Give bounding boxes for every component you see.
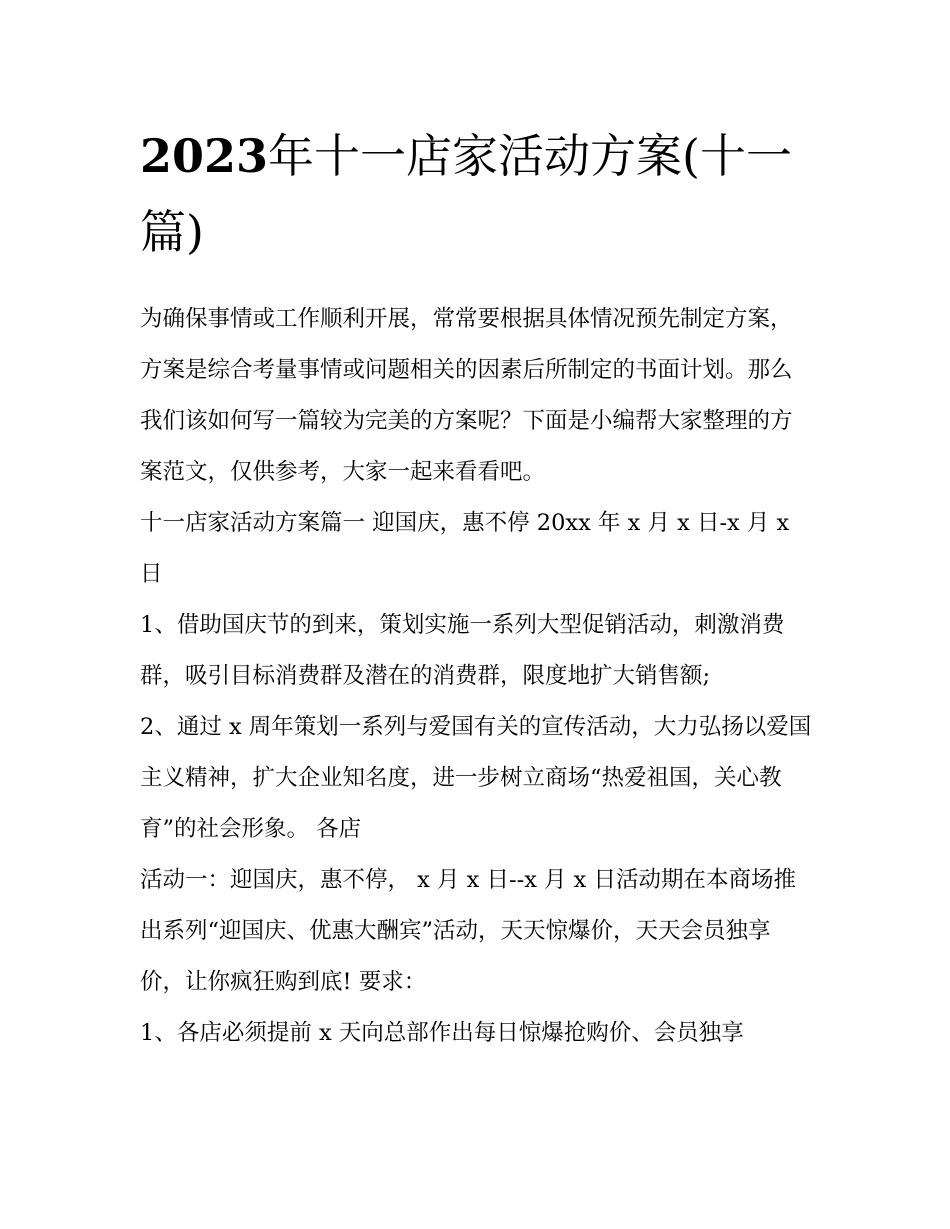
- section-heading-paragraph: 十一店家活动方案篇一 迎国庆，惠不停 20xx 年 x 月 x 日-x 月 x 日: [140, 510, 790, 587]
- document-body: [140, 118, 812, 1059]
- intro-paragraph: 为确保事情或工作顺利开展，常常要根据具体情况预先制定方案，方案是综合考量事情或问题相关的因素后所制定的书面计划。那么我们该如何写一篇较为完美的方案呢？下面是小编帮大家整理的方案范文，仅供参考，大家一起来看看吧。: [140, 306, 793, 485]
- goal-one-paragraph: 1、借助国庆节的到来，策划实施一系列大型促销活动，刺激消费群，吸引目标消费群及潜在的消费群，限度地扩大销售额;: [140, 612, 785, 689]
- goal-two-paragraph: 2、通过 x 周年策划一系列与爱国有关的宣传活动，大力弘扬以爱国主义精神，扩大企业知名度，进一步树立商场“热爱祖国，关心教育”的社会形象。 各店: [140, 714, 812, 842]
- title-year: 2023: [140, 129, 269, 183]
- title-text: 年十一店家活动方案(十一篇): [140, 129, 792, 259]
- activity-one-paragraph: 活动一：迎国庆，惠不停， x 月 x 日--x 月 x 日活动期在本商场推出系列“迎国庆、优惠大酬宾”活动，天天惊爆价，天天会员独享价，让你疯狂购到底! 要求：: [140, 867, 797, 995]
- document-title: [140, 118, 812, 270]
- requirement-one-paragraph: 1、各店必须提前 x 天向总部作出每日惊爆抢购价、会员独享: [140, 1020, 744, 1046]
- title-spacer: [140, 270, 812, 294]
